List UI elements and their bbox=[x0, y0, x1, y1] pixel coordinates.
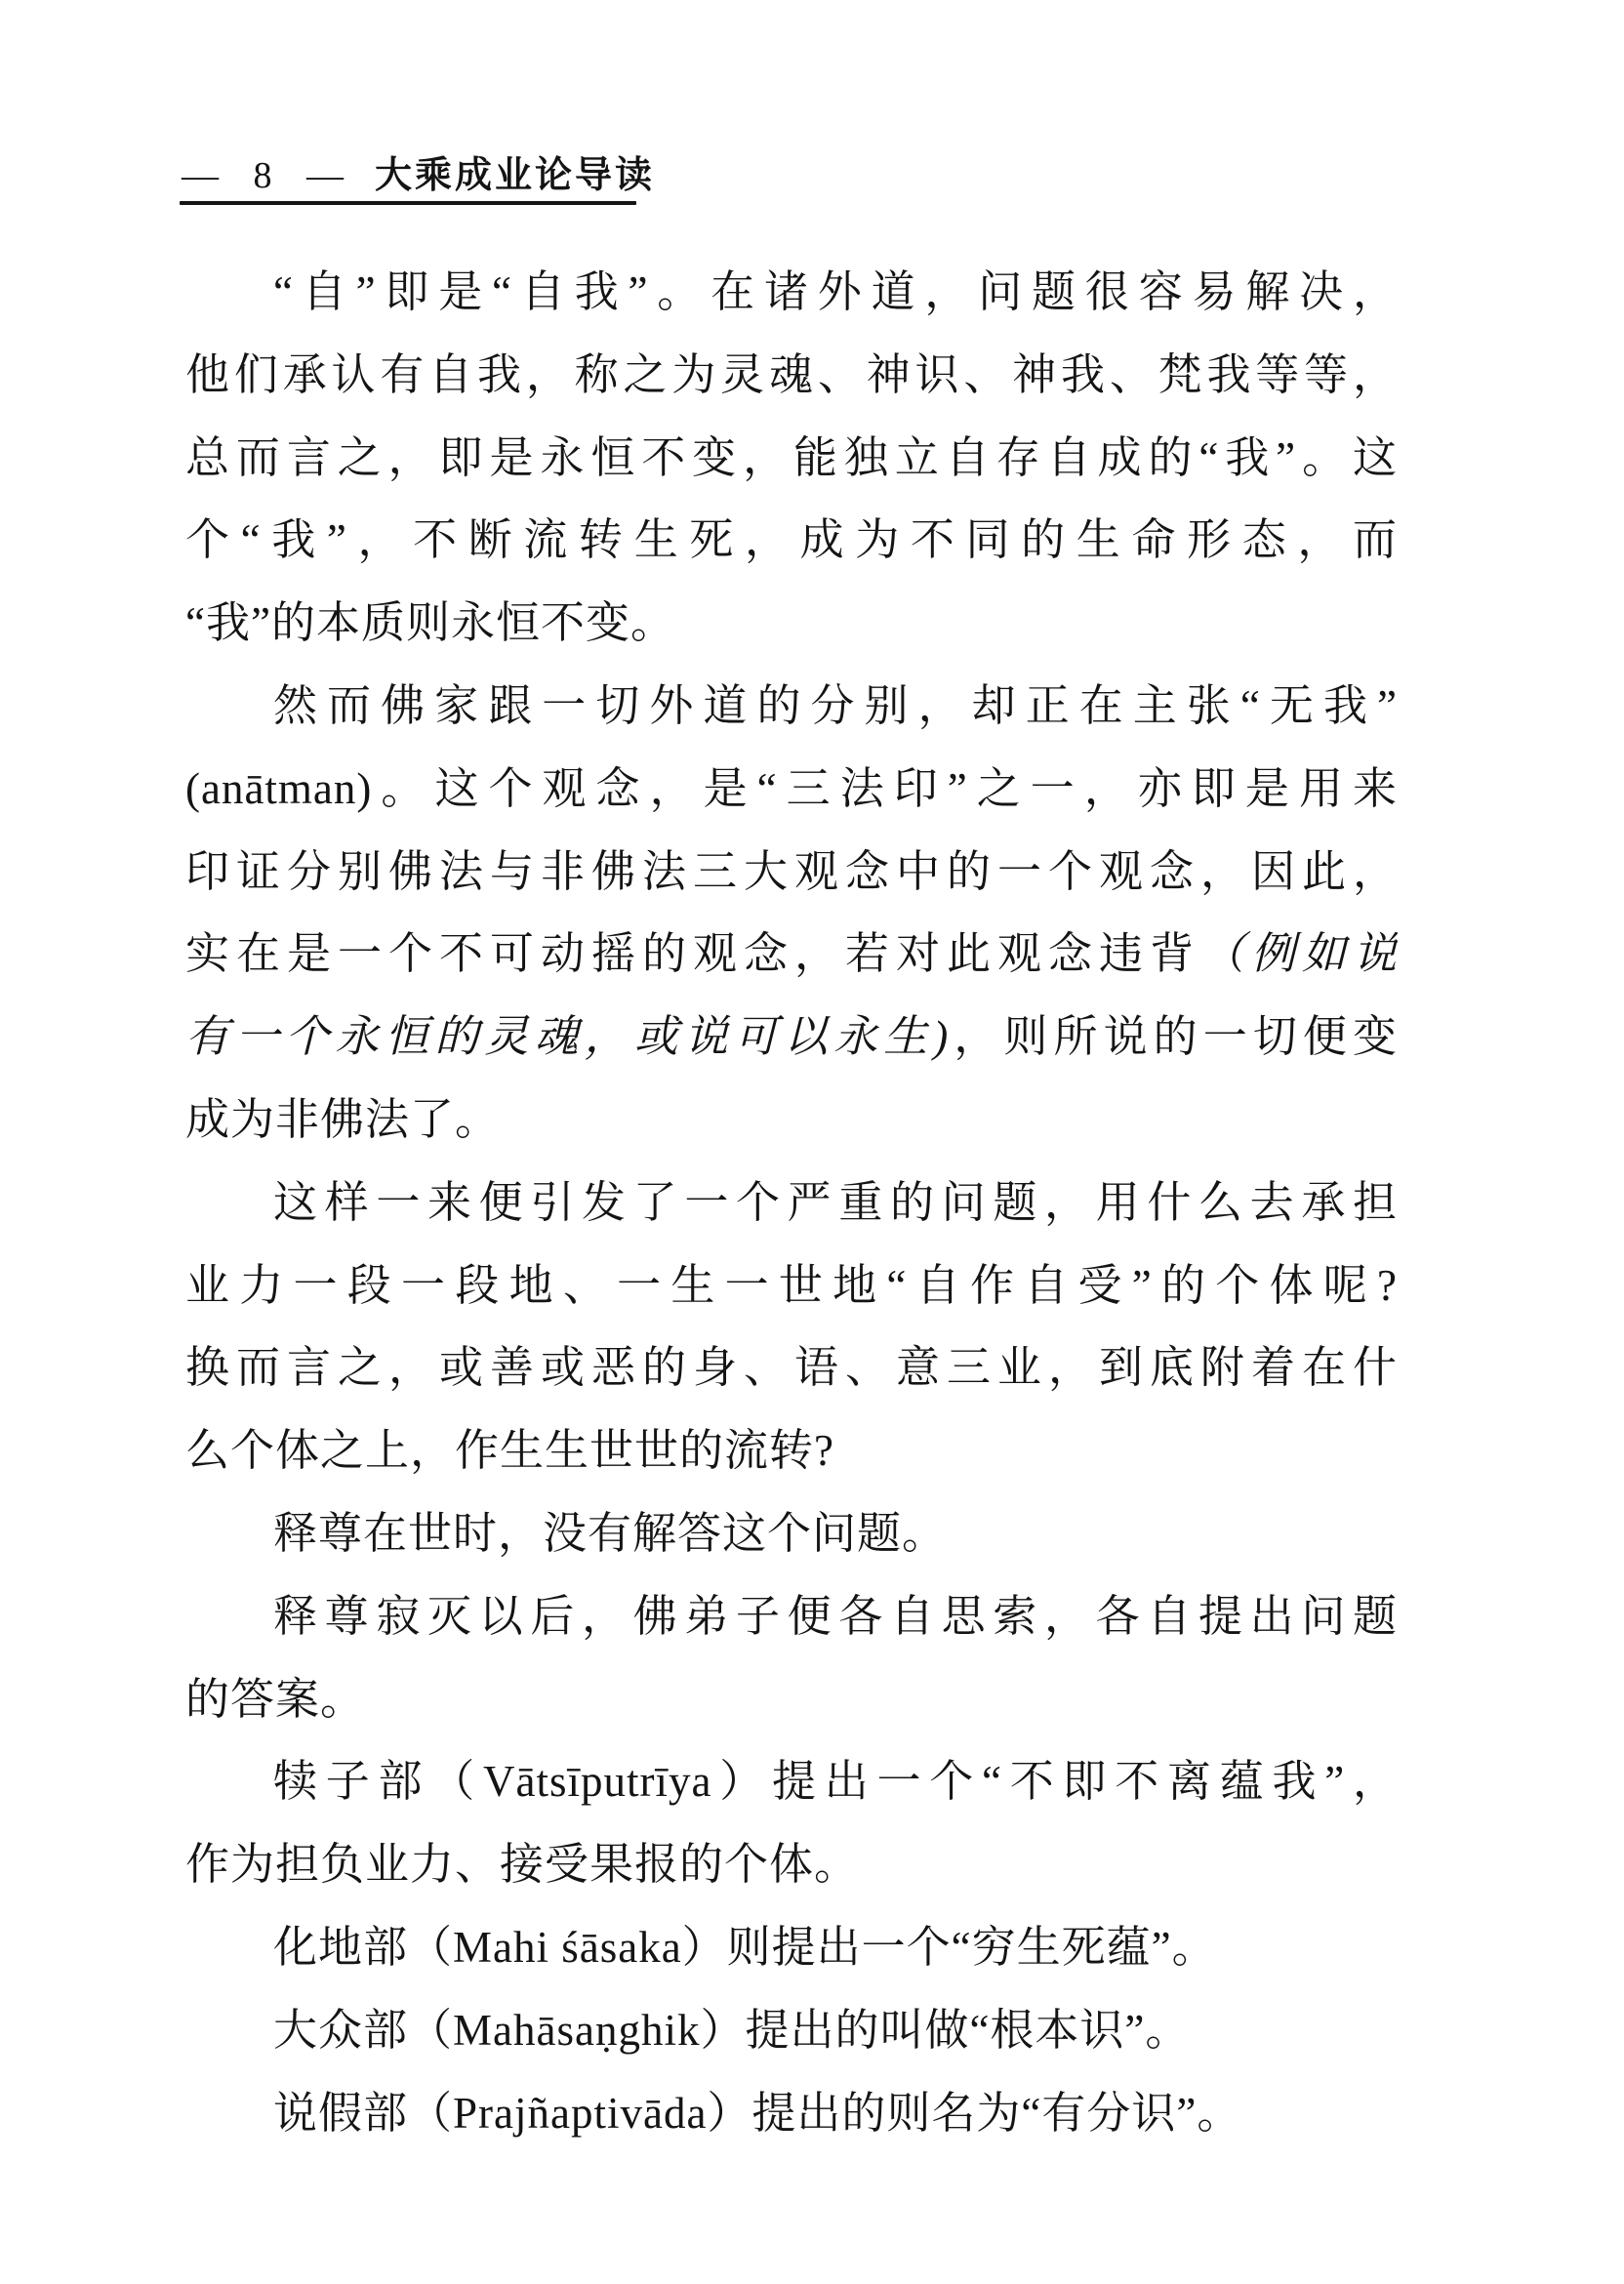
text-line bbox=[185, 582, 1398, 665]
text-segment: “自”即是“自我”。在诸外道，问题很容易解决， bbox=[273, 267, 1398, 316]
text-segment: 个“我”，不断流转生死，成为不同的生命形态，而 bbox=[185, 515, 1398, 565]
header-underline bbox=[180, 201, 636, 205]
text-line bbox=[185, 2072, 1398, 2155]
text-line bbox=[185, 1823, 1398, 1906]
text-segment: 业力一段一段地、一生一世地“自作自受”的个体呢? bbox=[185, 1260, 1398, 1310]
text-line bbox=[185, 748, 1398, 831]
text-line bbox=[185, 1575, 1398, 1658]
text-line bbox=[185, 1409, 1398, 1492]
text-segment: 总而言之，即是永恒不变，能独立自存自成的“我”。这 bbox=[185, 432, 1398, 482]
text-segment: 化地部（Mahi śāsaka）则提出一个“穷生死蕴”。 bbox=[273, 1922, 1217, 1972]
kai-text-segment: 有一个永恒的灵魂，或说可以永生) bbox=[185, 1012, 950, 1062]
book-title: 大乘成业论导读 bbox=[375, 155, 656, 196]
kai-text-segment: （例如说 bbox=[1199, 929, 1398, 979]
text-segment: 说假部（Prajñaptivāda）提出的则名为“有分识”。 bbox=[273, 2088, 1242, 2138]
text-segment: 然而佛家跟一切外道的分别，却正在主张“无我” bbox=[273, 680, 1398, 730]
text-line bbox=[185, 251, 1398, 334]
text-line bbox=[185, 831, 1398, 914]
text-segment: 换而言之，或善或恶的身、语、意三业，到底附着在什 bbox=[185, 1343, 1398, 1393]
text-segment: 的答案。 bbox=[185, 1674, 366, 1724]
text-line bbox=[185, 1492, 1398, 1575]
text-line bbox=[185, 1740, 1398, 1823]
text-segment: 实在是一个不可动摇的观念，若对此观念违背 bbox=[185, 929, 1200, 979]
text-segment: 成为非佛法了。 bbox=[185, 1094, 501, 1144]
text-segment: 他们承认有自我，称之为灵魂、神识、神我、梵我等等， bbox=[185, 349, 1398, 399]
running-header bbox=[182, 152, 655, 199]
text-segment: (anātman)。这个观念，是“三法印”之一，亦即是用来 bbox=[185, 763, 1398, 813]
text-line bbox=[185, 417, 1398, 500]
text-segment: 犊子部（Vātsīputrīya）提出一个“不即不离蕴我”， bbox=[273, 1757, 1398, 1807]
text-line bbox=[185, 1989, 1398, 2072]
text-line bbox=[185, 499, 1398, 582]
page-number: — 8 — bbox=[182, 155, 345, 196]
text-line bbox=[185, 1326, 1398, 1409]
text-line bbox=[185, 1244, 1398, 1327]
text-line bbox=[185, 1658, 1398, 1741]
text-line bbox=[185, 1162, 1398, 1244]
text-segment: 作为担负业力、接受果报的个体。 bbox=[185, 1840, 860, 1890]
text-segment: 释尊寂灭以后，佛弟子便各自思索，各自提出问题 bbox=[273, 1591, 1398, 1641]
text-line bbox=[185, 996, 1398, 1079]
page-body bbox=[185, 251, 1398, 2154]
text-line bbox=[185, 1906, 1398, 1989]
text-line bbox=[185, 665, 1398, 748]
text-line bbox=[185, 913, 1398, 996]
text-line bbox=[185, 334, 1398, 417]
text-segment: 释尊在世时，没有解答这个问题。 bbox=[273, 1508, 948, 1558]
text-segment: ，则所说的一切便变 bbox=[949, 1012, 1398, 1062]
text-line bbox=[185, 1079, 1398, 1162]
text-segment: “我”的本质则永恒不变。 bbox=[185, 598, 675, 648]
text-segment: 大众部（Mahāsaṇghik）提出的叫做“根本识”。 bbox=[273, 2005, 1191, 2055]
text-segment: 印证分别佛法与非佛法三大观念中的一个观念，因此， bbox=[185, 846, 1398, 896]
text-segment: 这样一来便引发了一个严重的问题，用什么去承担 bbox=[273, 1177, 1398, 1227]
text-segment: 么个体之上，作生生世世的流转? bbox=[185, 1426, 834, 1476]
